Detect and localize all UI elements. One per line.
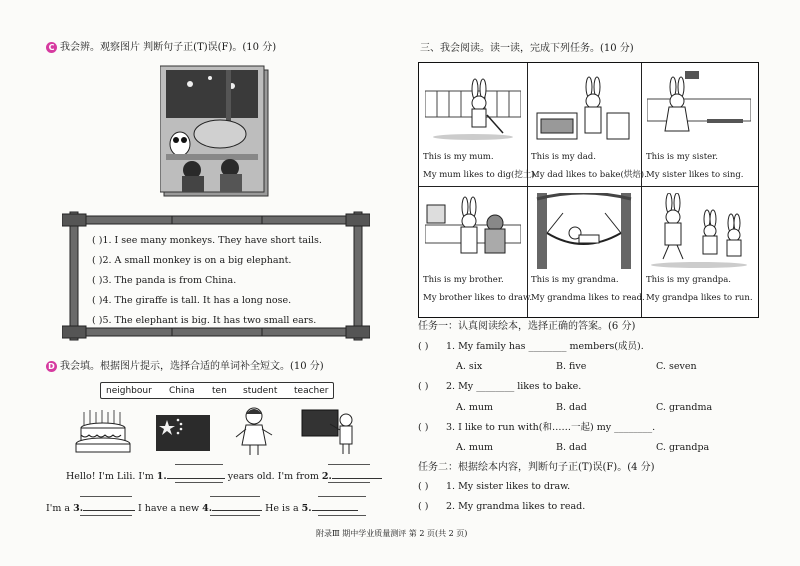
guide-line [318, 515, 366, 516]
answer-blank-2[interactable] [332, 478, 382, 479]
panel-caption: My sister likes to sing. [646, 170, 744, 180]
grid-divider [419, 186, 758, 187]
word-bank-item: student [243, 386, 278, 396]
panel-caption: This is my dad. [531, 152, 596, 162]
guide-line [80, 515, 132, 516]
guide-line [318, 496, 366, 497]
panel-caption: This is my grandpa. [646, 275, 731, 285]
china-flag-icon [156, 415, 210, 451]
panel-caption: My mum likes to dig(挖土). [423, 170, 538, 180]
panel-caption: This is my brother. [423, 275, 504, 285]
guide-line [210, 496, 260, 497]
tf-item-3: ( )3. The panda is from China. [92, 275, 237, 286]
teacher-icon [300, 408, 358, 456]
panel-caption: My brother likes to draw. [423, 293, 532, 303]
guide-line [80, 496, 132, 497]
guide-line [210, 515, 260, 516]
answer-paren[interactable]: ( ) [418, 381, 429, 392]
answer-paren[interactable]: ( ) [418, 481, 429, 492]
tf-item-1: ( )1. I see many monkeys. They have short tails. [92, 235, 322, 246]
section-d-header: D 我会填。根据图片提示，选择合适的单词补全短文。(10 分) [46, 361, 324, 372]
task-1-header: 任务一：认真阅读绘本，选择正确的答案。(6 分) [418, 321, 636, 332]
grid-divider [527, 63, 528, 317]
page-footer: 附录Ⅲ 期中学业质量测评 第 2 页(共 2 页) [316, 529, 468, 538]
option[interactable]: C. seven [656, 361, 697, 372]
answer-blank-4[interactable] [212, 510, 262, 511]
answer-blank-5[interactable] [312, 510, 358, 511]
panel-caption: This is my mum. [423, 152, 494, 162]
picture-book-grid [418, 62, 759, 318]
word-bank [100, 382, 334, 399]
guide-line [175, 482, 223, 483]
grandpa-running-illustration [647, 193, 751, 269]
panel-caption: My grandma likes to read. [531, 293, 645, 303]
word-bank-item: ten [212, 386, 227, 396]
option[interactable]: A. six [456, 361, 483, 372]
tf-item-2: ( )2. A small monkey is on a big elephant. [92, 255, 292, 266]
grandma-reading-illustration [533, 193, 635, 269]
grid-divider [641, 63, 642, 317]
judge-item-1: 1. My sister likes to draw. [446, 481, 571, 492]
option[interactable]: A. mum [456, 402, 494, 413]
option[interactable]: B. dad [556, 442, 587, 453]
option[interactable]: C. grandpa [656, 442, 710, 453]
option[interactable]: B. dad [556, 402, 587, 413]
zoo-illustration [160, 64, 272, 200]
panel-caption: My dad likes to bake(烘焙). [531, 170, 647, 180]
section-c-header: C 我会辨。观察图片 判断句子正(T)误(F)。(10 分) [46, 42, 276, 53]
section-3-header: 三、我会阅读。读一读，完成下列任务。(10 分) [420, 43, 634, 54]
answer-blank-3[interactable] [83, 510, 135, 511]
fill-line-1: Hello! I'm Lili. I'm 1. years old. I'm from 2. [66, 472, 382, 482]
judge-item-2: 2. My grandma likes to read. [446, 501, 586, 512]
birthday-cake-icon [74, 408, 132, 458]
option[interactable]: A. mum [456, 442, 494, 453]
panel-caption: This is my grandma. [531, 275, 619, 285]
brother-drawing-illustration [425, 193, 521, 269]
guide-line [328, 482, 370, 483]
girl-student-icon [232, 405, 276, 457]
sister-singing-illustration [647, 69, 751, 141]
task-2-header: 任务二：根据绘本内容，判断句子正(T)误(F)。(4 分) [418, 462, 655, 473]
answer-paren[interactable]: ( ) [418, 501, 429, 512]
fill-line-2: I'm a 3. I have a new 4. He is a 5. [46, 504, 358, 514]
question-3: 3. I like to run with(和……一起) my ________. [446, 422, 656, 433]
tf-item-5: ( )5. The elephant is big. It has two small ears. [92, 315, 317, 326]
option[interactable]: B. five [556, 361, 587, 372]
word-bank-item: teacher [294, 386, 329, 396]
tf-item-4: ( )4. The giraffe is tall. It has a long nose. [92, 295, 292, 306]
section-c-badge: C [46, 42, 57, 53]
mum-digging-illustration [425, 69, 521, 141]
word-bank-item: neighbour [106, 386, 152, 396]
dad-baking-illustration [533, 69, 635, 141]
question-2: 2. My ________ likes to bake. [446, 381, 582, 392]
panel-caption: My grandpa likes to run. [646, 293, 753, 303]
question-1: 1. My family has ________ members(成员). [446, 341, 644, 352]
answer-paren[interactable]: ( ) [418, 422, 429, 433]
answer-paren[interactable]: ( ) [418, 341, 429, 352]
option[interactable]: C. grandma [656, 402, 713, 413]
section-d-badge: D [46, 361, 57, 372]
word-bank-item: China [169, 386, 195, 396]
guide-line [175, 464, 223, 465]
answer-blank-1[interactable] [167, 478, 225, 479]
guide-line [328, 464, 370, 465]
panel-caption: This is my sister. [646, 152, 718, 162]
